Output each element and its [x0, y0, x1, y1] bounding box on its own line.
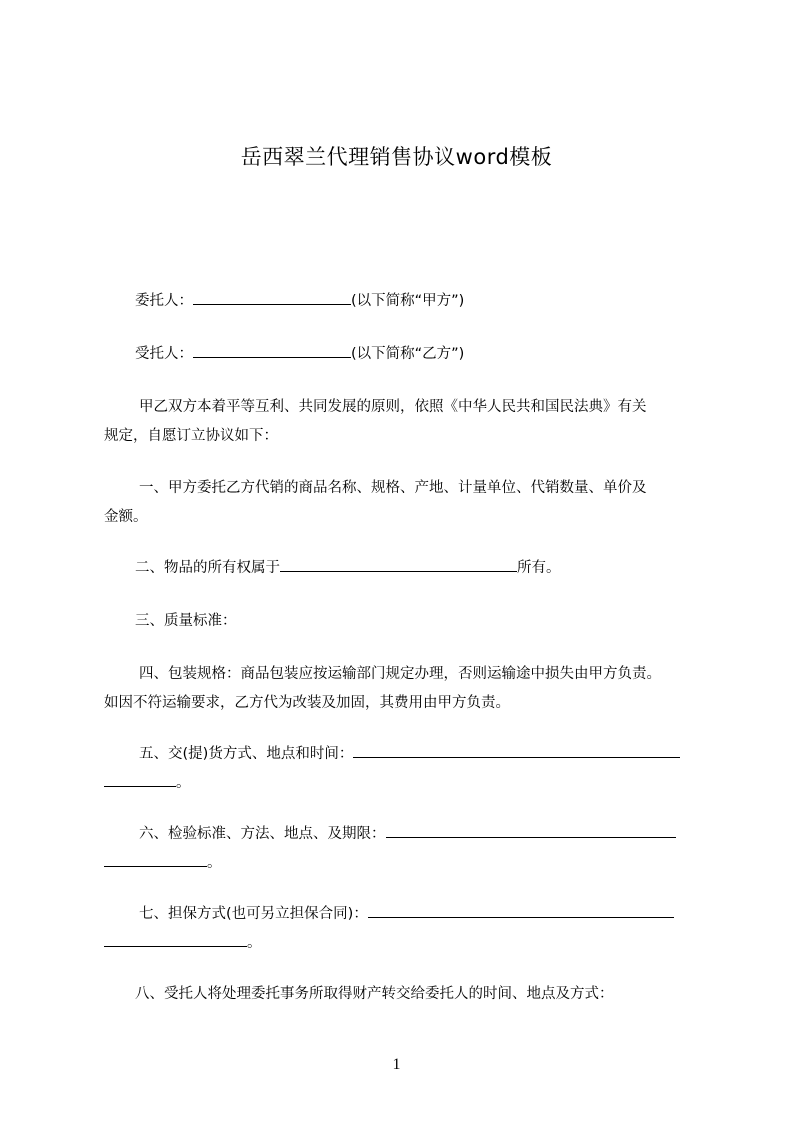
agent-line: [104, 340, 704, 369]
preamble-paragraph: [104, 393, 704, 451]
delivery-blank-1[interactable]: [353, 740, 680, 758]
principal-suffix: (以下简称“甲方”): [351, 293, 465, 309]
clause-5: [104, 740, 704, 798]
agent-blank[interactable]: [193, 340, 351, 358]
clause-8: [104, 980, 704, 1009]
preamble-line-2: 规定，自愿订立协议如下：: [104, 428, 278, 444]
clause-1-line-2: 金额。: [104, 509, 148, 525]
clause-5-prefix: 五、交(提)货方式、地点和时间：: [139, 746, 354, 762]
clause-2: [104, 554, 704, 583]
clause-6: [104, 820, 704, 878]
page-number: 1: [392, 1056, 401, 1073]
clause-1-line-1: 一、甲方委托乙方代销的商品名称、规格、产地、计量单位、代销数量、单价及: [139, 480, 647, 496]
delivery-blank-2[interactable]: [104, 769, 176, 787]
clause-4: [104, 660, 704, 718]
clause-6-end: 。: [207, 855, 222, 871]
clause-2-prefix: 二、物品的所有权属于: [135, 560, 280, 576]
clause-2-suffix: 所有。: [517, 560, 561, 576]
principal-line: [104, 287, 704, 316]
clause-5-end: 。: [176, 775, 191, 791]
ownership-blank[interactable]: [280, 554, 517, 572]
clause-7-end: 。: [247, 935, 262, 951]
clause-3-text: 三、质量标准：: [135, 613, 237, 629]
principal-label: 委托人：: [135, 293, 193, 309]
clause-4-line-2: 如因不符运输要求，乙方代为改装及加固，其费用由甲方负责。: [104, 695, 510, 711]
clause-7: [104, 900, 704, 958]
agent-suffix: (以下简称“乙方”): [351, 346, 465, 362]
clause-3: [104, 607, 704, 636]
guarantee-blank-2[interactable]: [104, 929, 247, 947]
clause-4-line-1: 四、包装规格：商品包装应按运输部门规定办理，否则运输途中损失由甲方负责。: [139, 666, 661, 682]
inspection-blank-2[interactable]: [104, 849, 207, 867]
inspection-blank-1[interactable]: [386, 820, 676, 838]
preamble-line-1: 甲乙双方本着平等互利、共同发展的原则，依照《中华人民共和国民法典》有关: [139, 399, 647, 415]
clause-6-prefix: 六、检验标准、方法、地点、及期限：: [139, 826, 386, 842]
guarantee-blank-1[interactable]: [368, 900, 674, 918]
clause-1: [104, 474, 704, 532]
clause-8-text: 八、受托人将处理委托事务所取得财产转交给委托人的时间、地点及方式：: [135, 986, 614, 1002]
agent-label: 受托人：: [135, 346, 193, 362]
document-title: 岳西翠兰代理销售协议word模板: [240, 145, 553, 169]
principal-blank[interactable]: [193, 287, 351, 305]
clause-7-prefix: 七、担保方式(也可另立担保合同)：: [139, 906, 368, 922]
